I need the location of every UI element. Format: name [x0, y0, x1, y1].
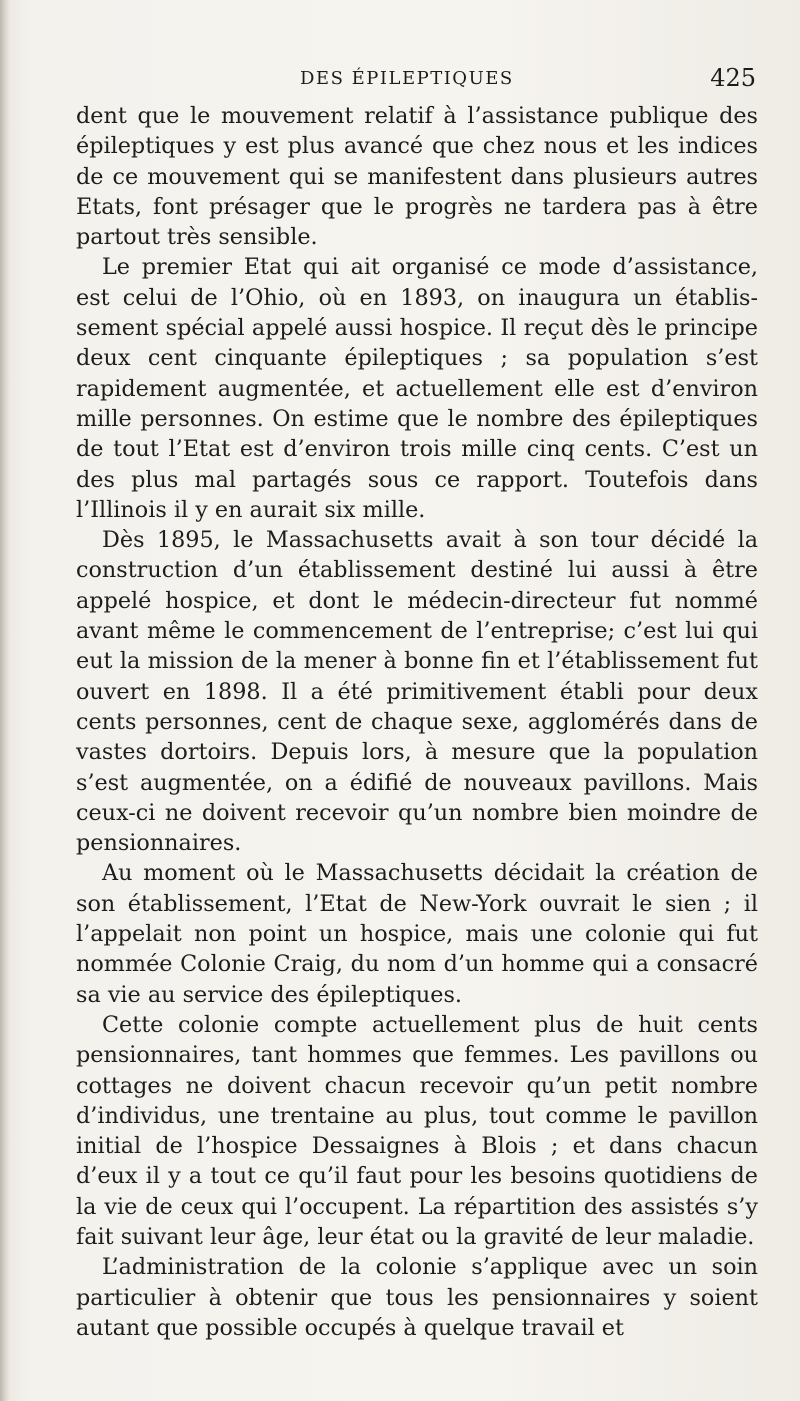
page-header: [0, 64, 800, 98]
paragraph-1: dent que le mouvement relatif à l’assistance publique des épileptiques y est plus avancé que chez nous et les indices de ce mouvement qui se manifestent dans plusieurs autres Etats, font présager que le progrès ne tardera pas à être partout très sensible.: [76, 103, 758, 251]
body-text: [76, 101, 758, 1343]
page-gutter-shadow: [0, 0, 10, 1401]
page-number: 425: [710, 64, 756, 92]
paragraph-2: Le premier Etat qui ait organisé ce mode d’assistance, est celui de l’Ohio, où en 1893, on inaugura un établissement spécial appelé aussi hospice. Il reçut dès le principe deux cent cinquante épileptiques ; sa population s’est rapidement augmentée, et actuellement elle est d’environ mille personnes. On estime que le nombre des épileptiques de tout l’Etat est d’environ trois mille cinq cents. C’est un des plus mal partagés sous ce rapport. Toutefois dans l’Illinois il y en aurait six mille.: [76, 254, 758, 523]
paragraph-6: L’administration de la colonie s’applique avec un soin particulier à obtenir que tous les pensionnaires y soient autant que possible occupés à quelque travail et: [76, 1254, 758, 1341]
paragraph-5: Cette colonie compte actuellement plus de huit cents pensionnaires, tant hommes que femmes. Les pavillons ou cottages ne doivent chacun recevoir qu’un petit nombre d’individus, une trentaine au plus, tout comme le pavillon initial de l’hospice Dessaignes à Blois ; et dans chacun d’eux il y a tout ce qu’il faut pour les besoins quotidiens de la vie de ceux qui l’occupent. La répartition des assistés s’y fait suivant leur âge, leur état ou la gravité de leur maladie.: [76, 1011, 758, 1250]
running-head: DES ÉPILEPTIQUES: [300, 68, 514, 89]
paragraph-3: Dès 1895, le Massachusetts avait à son tour décidé la construction d’un établissement destiné lui aussi à être appelé hospice, et dont le médecin-directeur fut nommé avant même le commencement de l’entreprise; c’est lui qui eut la mission de la mener à bonne fin et l’établissement fut ouvert en 1898. Il a été primitivement établi pour deux cents personnes, cent de chaque sexe, agglomérés dans de vastes dortoirs. Depuis lors, à mesure que la population s’est augmentée, on a édifié de nouveaux pavillons. Mais ceux-ci ne doivent recevoir qu’un nombre bien moindre de pensionnaires.: [76, 527, 758, 857]
paragraph-4: Au moment où le Massachusetts décidait la création de son établissement, l’Etat de New-York ouvrait le sien ; il l’appelait non point un hospice, mais une colonie qui fut nommée Colonie Craig, du nom d’un homme qui a consacré sa vie au service des épileptiques.: [76, 860, 758, 1008]
